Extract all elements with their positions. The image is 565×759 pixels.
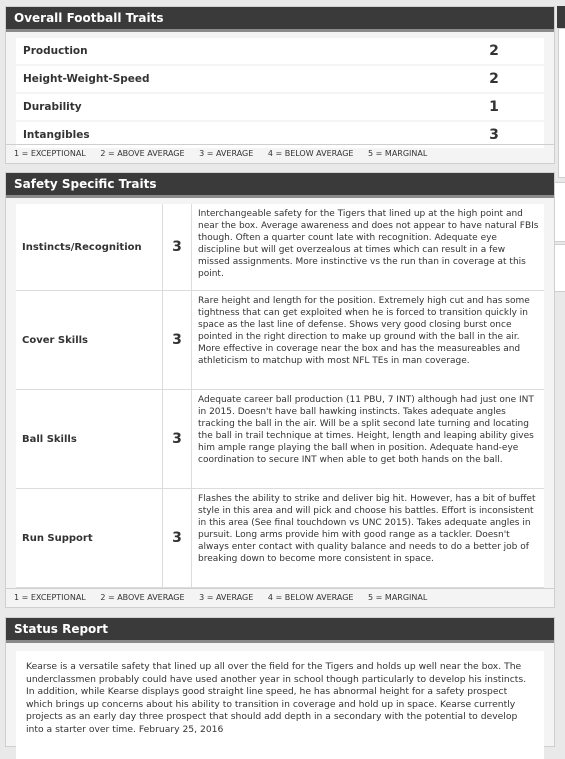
trait-row — [16, 38, 544, 65]
trait-description: Flashes the ability to strike and deliver big hit. However, has a bit of buffet style in this area and will pick and choose his battles. Effort is inconsistent in this area (See final touchdown vs UNC 2015). Takes adequate angles in pursuit. Long arms provide him with good range as a tackler. Doesn't always enter contact with quality balance and needs to do a better job of breaking down to become more consistent in space. — [198, 494, 536, 564]
trait-row — [16, 489, 544, 588]
legend-item: 3 = AVERAGE — [199, 593, 254, 602]
trait-description: Adequate career ball production (11 PBU, 7 INT) although had just one INT in 2015. Doesn't have ball hawking instincts. Takes adequate angles tracking the ball in the air. Will be a split second late turning and locating the ball in trail technique at times. Height, length and leaping ability gives him ample range playing the ball when in position. Adequate hand-eye coordination to secure INT when able to get both hands on the ball. — [198, 395, 534, 465]
trait-name: Intangibles — [23, 129, 90, 141]
legend-item: 5 = MARGINAL — [368, 593, 428, 602]
legend-item: 2 = ABOVE AVERAGE — [100, 149, 185, 158]
trait-grade: 2 — [489, 43, 499, 59]
trait-row — [16, 291, 544, 390]
trait-name: Cover Skills — [16, 291, 163, 389]
trait-description: Rare height and length for the position. Extremely high cut and has some tightness that can get exploited when he is forced to transition quickly in space as the last line of defense. Shows very good closing burst once pointed in the right direction to make up ground with the ball in the air. More effective in coverage near the box and has the measureables and athleticism to matchup with most NFL TEs in man coverage. — [198, 296, 530, 366]
legend-item: 4 = BELOW AVERAGE — [267, 593, 354, 602]
overall-traits-panel — [5, 6, 555, 164]
trait-name: Instincts/Recognition — [16, 204, 163, 290]
legend-item: 1 = EXCEPTIONAL — [14, 593, 86, 602]
safety-traits-panel — [5, 172, 555, 608]
panel-title: Safety Specific Traits — [6, 173, 554, 198]
trait-grade: 2 — [489, 71, 499, 87]
right-panel-edge — [554, 244, 565, 292]
right-panel-header-edge — [557, 6, 565, 28]
legend-item: 4 = BELOW AVERAGE — [267, 149, 354, 158]
trait-grade: 3 — [163, 291, 192, 389]
trait-row — [16, 204, 544, 291]
trait-name: Durability — [23, 101, 82, 113]
trait-name: Production — [23, 45, 88, 57]
trait-row — [16, 94, 544, 121]
trait-grade: 3 — [163, 204, 192, 290]
trait-name: Run Support — [16, 489, 163, 587]
status-report-panel — [5, 617, 555, 747]
trait-grade: 3 — [489, 127, 499, 143]
overall-traits-table — [16, 38, 544, 149]
trait-grade: 3 — [163, 489, 192, 587]
safety-traits-table — [16, 204, 544, 588]
grade-legend — [6, 144, 554, 163]
trait-grade: 3 — [163, 390, 192, 488]
trait-name: Height-Weight-Speed — [23, 73, 150, 85]
status-report-text: Kearse is a versatile safety that lined up all over the field for the Tigers and holds up well near the box. The underclassmen probably could have used another year in school though particularly to develop his instincts. In addition, while Kearse displays good straight line speed, he has abnormal height for a safety prospect which brings up concerns about his ability to transition in coverage and hold up in space. Kearse currently projects as an early day three prospect that should add depth in a secondary with the potential to develop into a starter over time. February 25, 2016 — [16, 651, 544, 759]
trait-row — [16, 66, 544, 93]
trait-grade: 1 — [489, 99, 499, 115]
panel-title: Overall Football Traits — [6, 7, 554, 32]
right-panel-edge — [554, 182, 565, 242]
legend-item: 5 = MARGINAL — [368, 149, 428, 158]
trait-row — [16, 390, 544, 489]
panel-title: Status Report — [6, 618, 554, 643]
trait-description: Interchangeable safety for the Tigers that lined up at the high point and near the box. Average awareness and does not appear to have natural FBIs though. Often a quarter count late with recognition. Adequate eye discipline but will get overzealous at times which can result in a few missed assignments. More instinctive vs the run than in coverage at this point. — [198, 209, 539, 279]
legend-item: 1 = EXCEPTIONAL — [14, 149, 86, 158]
right-panel-edge — [558, 28, 565, 178]
grade-legend — [6, 588, 554, 607]
trait-name: Ball Skills — [16, 390, 163, 488]
legend-item: 2 = ABOVE AVERAGE — [100, 593, 185, 602]
legend-item: 3 = AVERAGE — [199, 149, 254, 158]
